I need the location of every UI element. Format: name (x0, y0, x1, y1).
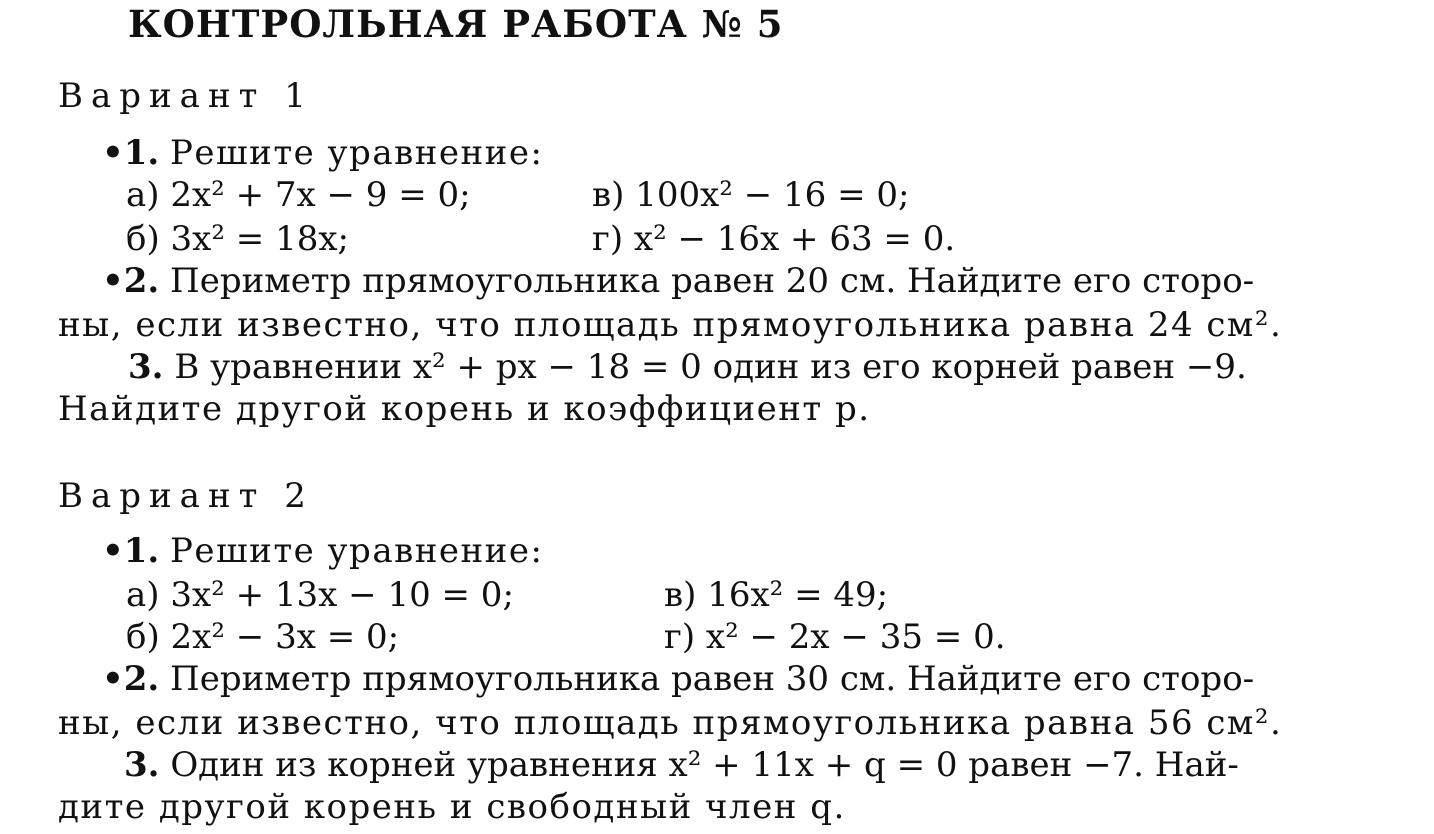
v1-task1 (102, 133, 544, 173)
variant-1-heading: Вариант 1 (58, 76, 314, 116)
v2-task3-text-1: Один из корней уравнения x² + 11x + q = 0 равен −7. Най- (170, 745, 1239, 785)
item-expression: x² − 2x − 35 = 0. (705, 617, 1006, 657)
item-label: г) (664, 617, 696, 657)
v2-item-v (664, 575, 889, 615)
v1-task2-number: 2. (123, 261, 160, 301)
item-expression: 100x² − 16 = 0; (635, 175, 910, 215)
item-label: в) (664, 575, 697, 615)
item-label: б) (126, 219, 160, 259)
v2-task2-number: 2. (123, 659, 160, 699)
v1-item-a (126, 175, 471, 215)
v1-task2-line1 (102, 261, 1255, 301)
v1-task3-number: 3. (128, 347, 164, 387)
v2-task3-number: 3. (124, 745, 160, 785)
item-expression: x² − 16x + 63 = 0. (633, 219, 956, 259)
item-label: а) (126, 575, 160, 615)
variant-2-heading: Вариант 2 (58, 476, 314, 516)
v2-task2-text-1: Периметр прямоугольника равен 30 см. Найдите его сторо- (170, 659, 1255, 699)
bullet-icon: • (102, 133, 124, 173)
item-label: в) (592, 175, 625, 215)
v2-item-a (126, 575, 514, 615)
page-title: КОНТРОЛЬНАЯ РАБОТА № 5 (128, 2, 784, 46)
v2-task2-line2: ны, если известно, что площадь прямоугольника равна 56 см². (58, 703, 1283, 743)
v2-task3-line2: дите другой корень и свободный член q. (58, 787, 846, 827)
item-label: а) (126, 175, 160, 215)
v1-task2-text-1: Периметр прямоугольника равен 20 см. Найдите его сторо- (170, 261, 1255, 301)
item-expression: 2x² + 7x − 9 = 0; (170, 175, 471, 215)
v1-task3-text-1: В уравнении x² + px − 18 = 0 один из его корней равен −9. (174, 347, 1247, 387)
v1-task3-line1 (128, 347, 1247, 387)
item-label: б) (126, 617, 160, 657)
item-label: г) (592, 219, 624, 259)
item-expression: 3x² + 13x − 10 = 0; (170, 575, 514, 615)
v1-task3-line2: Найдите другой корень и коэффициент p. (58, 389, 871, 429)
v2-task1-number: 1. (123, 531, 160, 571)
v2-task1-text: Решите уравнение: (170, 531, 544, 571)
v1-item-b (126, 219, 349, 259)
v2-item-g (664, 617, 1006, 657)
item-expression: 2x² − 3x = 0; (170, 617, 400, 657)
v2-task3-line1 (124, 745, 1239, 785)
v1-task1-text: Решите уравнение: (170, 133, 544, 173)
item-expression: 3x² = 18x; (170, 219, 349, 259)
v1-task2-line2: ны, если известно, что площадь прямоугольника равна 24 см². (58, 305, 1283, 345)
bullet-icon: • (102, 261, 124, 301)
v1-item-g (592, 219, 956, 259)
v1-item-v (592, 175, 910, 215)
v1-task1-number: 1. (123, 133, 160, 173)
v2-item-b (126, 617, 400, 657)
bullet-icon: • (102, 531, 124, 571)
item-expression: 16x² = 49; (707, 575, 889, 615)
bullet-icon: • (102, 659, 124, 699)
v2-task1 (102, 531, 544, 571)
v2-task2-line1 (102, 659, 1255, 699)
